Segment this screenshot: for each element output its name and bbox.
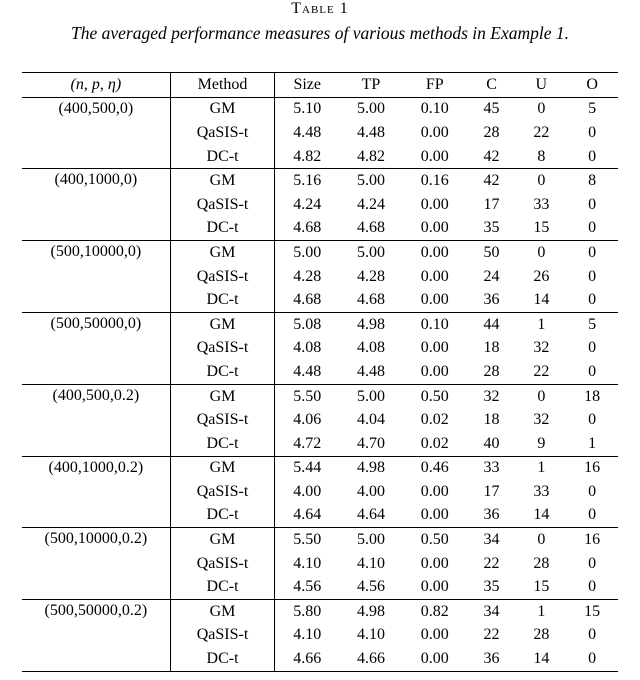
fp-cell: 0.00 bbox=[420, 339, 449, 357]
c-cell: 28 bbox=[467, 360, 517, 384]
method-cell: QaSIS-t bbox=[170, 337, 275, 361]
setting-cell bbox=[22, 288, 170, 312]
table-row bbox=[22, 145, 618, 169]
method-cell: QaSIS-t bbox=[170, 193, 275, 217]
size-cell: 4.82 bbox=[275, 145, 339, 169]
size-cell: 4.00 bbox=[293, 482, 322, 500]
size-cell: 4.64 bbox=[275, 504, 339, 528]
c-cell: 33 bbox=[483, 459, 500, 477]
fp-cell: 0.00 bbox=[420, 123, 449, 141]
tp-cell: 4.98 bbox=[356, 459, 385, 477]
fp-cell: 0.00 bbox=[403, 145, 467, 169]
u-cell: 1 bbox=[537, 602, 546, 620]
c-cell: 32 bbox=[483, 387, 500, 405]
setting-cell bbox=[22, 265, 170, 289]
o-cell: 0 bbox=[566, 647, 618, 671]
o-cell: 0 bbox=[588, 339, 597, 357]
size-cell: 4.06 bbox=[293, 411, 322, 429]
method-cell: GM bbox=[170, 384, 275, 408]
u-cell: 14 bbox=[516, 647, 566, 671]
fp-cell: 0.00 bbox=[420, 267, 449, 285]
o-cell: 18 bbox=[584, 387, 601, 405]
size-cell: 4.66 bbox=[275, 647, 339, 671]
c-cell: 18 bbox=[483, 411, 500, 429]
method-cell: QaSIS-t bbox=[170, 624, 275, 648]
c-cell: 34 bbox=[483, 531, 500, 549]
o-cell: 0 bbox=[566, 145, 618, 169]
u-cell: 0 bbox=[537, 100, 546, 118]
u-cell: 0 bbox=[537, 387, 546, 405]
method-cell: QaSIS-t bbox=[170, 408, 275, 432]
fp-cell: 0.00 bbox=[420, 195, 449, 213]
u-cell: 22 bbox=[533, 123, 550, 141]
performance-table bbox=[22, 72, 618, 672]
tp-cell: 4.48 bbox=[339, 360, 403, 384]
fp-cell: 0.50 bbox=[420, 531, 449, 549]
fp-cell: 0.02 bbox=[420, 411, 449, 429]
table-row bbox=[22, 288, 618, 312]
tp-cell: 4.64 bbox=[339, 504, 403, 528]
c-cell: 42 bbox=[483, 172, 500, 190]
setting-cell: (500,50000,0.2) bbox=[22, 600, 170, 624]
tp-cell: 4.24 bbox=[356, 195, 385, 213]
size-cell: 5.16 bbox=[293, 172, 322, 190]
table-row bbox=[22, 552, 618, 576]
c-cell: 17 bbox=[483, 195, 500, 213]
header-o: O bbox=[566, 73, 618, 98]
method-cell: DC-t bbox=[170, 145, 275, 169]
method-cell: GM bbox=[170, 241, 275, 265]
size-cell: 4.68 bbox=[275, 288, 339, 312]
setting-cell bbox=[22, 408, 170, 432]
tp-cell: 4.00 bbox=[356, 482, 385, 500]
setting-cell bbox=[22, 552, 170, 576]
u-cell: 14 bbox=[516, 504, 566, 528]
setting-cell bbox=[22, 480, 170, 504]
c-cell: 34 bbox=[483, 602, 500, 620]
o-cell: 16 bbox=[584, 531, 601, 549]
tp-cell: 4.68 bbox=[339, 217, 403, 241]
size-cell: 4.08 bbox=[293, 339, 322, 357]
fp-cell: 0.00 bbox=[403, 647, 467, 671]
o-cell: 5 bbox=[588, 315, 597, 333]
setting-cell: (400,500,0) bbox=[22, 97, 170, 121]
fp-cell: 0.10 bbox=[420, 100, 449, 118]
table-caption: The averaged performance measures of various methods in Example 1. bbox=[70, 23, 569, 43]
tp-cell: 4.10 bbox=[356, 626, 385, 644]
o-cell: 0 bbox=[566, 575, 618, 599]
setting-cell bbox=[22, 337, 170, 361]
header-fp: FP bbox=[403, 73, 467, 98]
table-row bbox=[22, 217, 618, 241]
tp-cell: 4.28 bbox=[356, 267, 385, 285]
method-cell: DC-t bbox=[170, 504, 275, 528]
o-cell: 5 bbox=[588, 100, 597, 118]
setting-cell bbox=[22, 217, 170, 241]
o-cell: 0 bbox=[566, 288, 618, 312]
table-label: Table 1 bbox=[291, 0, 349, 17]
o-cell: 0 bbox=[588, 482, 597, 500]
size-cell: 5.44 bbox=[293, 459, 322, 477]
method-cell: QaSIS-t bbox=[170, 121, 275, 145]
c-cell: 44 bbox=[483, 315, 500, 333]
o-cell: 0 bbox=[566, 504, 618, 528]
o-cell: 0 bbox=[588, 123, 597, 141]
header-setting: (n, p, η) bbox=[22, 73, 170, 98]
method-cell: DC-t bbox=[170, 647, 275, 671]
u-cell: 14 bbox=[516, 288, 566, 312]
setting-cell: (400,1000,0) bbox=[22, 169, 170, 193]
setting-cell: (500,50000,0) bbox=[22, 312, 170, 336]
table-row bbox=[22, 241, 618, 265]
o-cell: 0 bbox=[588, 243, 597, 261]
method-cell: DC-t bbox=[170, 288, 275, 312]
setting-cell: (400,500,0.2) bbox=[22, 384, 170, 408]
size-cell: 5.50 bbox=[293, 387, 322, 405]
setting-cell bbox=[22, 432, 170, 456]
fp-cell: 0.82 bbox=[420, 602, 449, 620]
size-cell: 5.10 bbox=[293, 100, 322, 118]
tp-cell: 5.00 bbox=[356, 243, 385, 261]
size-cell: 4.72 bbox=[275, 432, 339, 456]
header-tp: TP bbox=[339, 73, 403, 98]
setting-cell bbox=[22, 145, 170, 169]
size-cell: 5.50 bbox=[293, 531, 322, 549]
table-row bbox=[22, 97, 618, 121]
method-cell: GM bbox=[170, 528, 275, 552]
o-cell: 1 bbox=[566, 432, 618, 456]
c-cell: 35 bbox=[467, 575, 517, 599]
setting-cell bbox=[22, 647, 170, 671]
table-row bbox=[22, 504, 618, 528]
u-cell: 28 bbox=[533, 554, 550, 572]
fp-cell: 0.00 bbox=[420, 554, 449, 572]
u-cell: 8 bbox=[516, 145, 566, 169]
table-row bbox=[22, 312, 618, 336]
fp-cell: 0.00 bbox=[403, 288, 467, 312]
o-cell: 0 bbox=[566, 217, 618, 241]
table-row bbox=[22, 121, 618, 145]
fp-cell: 0.00 bbox=[403, 575, 467, 599]
size-cell: 5.08 bbox=[293, 315, 322, 333]
table-row bbox=[22, 624, 618, 648]
setting-cell bbox=[22, 121, 170, 145]
table-row bbox=[22, 575, 618, 599]
header-u: U bbox=[516, 73, 566, 98]
c-cell: 22 bbox=[483, 626, 500, 644]
table-row bbox=[22, 480, 618, 504]
tp-cell: 5.00 bbox=[356, 172, 385, 190]
tp-cell: 4.98 bbox=[356, 315, 385, 333]
setting-cell: (500,10000,0) bbox=[22, 241, 170, 265]
method-cell: GM bbox=[170, 97, 275, 121]
setting-cell bbox=[22, 624, 170, 648]
fp-cell: 0.00 bbox=[403, 360, 467, 384]
o-cell: 0 bbox=[588, 411, 597, 429]
table-row bbox=[22, 265, 618, 289]
setting-cell bbox=[22, 193, 170, 217]
c-cell: 42 bbox=[467, 145, 517, 169]
tp-cell: 4.66 bbox=[339, 647, 403, 671]
u-cell: 22 bbox=[516, 360, 566, 384]
u-cell: 9 bbox=[516, 432, 566, 456]
c-cell: 45 bbox=[483, 100, 500, 118]
fp-cell: 0.00 bbox=[403, 217, 467, 241]
size-cell: 5.00 bbox=[293, 243, 322, 261]
header-method: Method bbox=[170, 73, 275, 98]
tp-cell: 5.00 bbox=[356, 100, 385, 118]
tp-cell: 5.00 bbox=[356, 531, 385, 549]
size-cell: 4.48 bbox=[275, 360, 339, 384]
fp-cell: 0.00 bbox=[420, 243, 449, 261]
setting-cell: (400,1000,0.2) bbox=[22, 456, 170, 480]
o-cell: 8 bbox=[588, 172, 597, 190]
fp-cell: 0.16 bbox=[420, 172, 449, 190]
fp-cell: 0.10 bbox=[420, 315, 449, 333]
tp-cell: 4.70 bbox=[339, 432, 403, 456]
o-cell: 0 bbox=[588, 195, 597, 213]
c-cell: 40 bbox=[467, 432, 517, 456]
size-cell: 5.80 bbox=[293, 602, 322, 620]
size-cell: 4.68 bbox=[275, 217, 339, 241]
fp-cell: 0.00 bbox=[403, 504, 467, 528]
setting-cell bbox=[22, 504, 170, 528]
u-cell: 1 bbox=[537, 459, 546, 477]
u-cell: 33 bbox=[533, 482, 550, 500]
c-cell: 22 bbox=[483, 554, 500, 572]
u-cell: 0 bbox=[537, 172, 546, 190]
fp-cell: 0.00 bbox=[420, 626, 449, 644]
method-cell: GM bbox=[170, 169, 275, 193]
o-cell: 16 bbox=[584, 459, 601, 477]
tp-cell: 4.82 bbox=[339, 145, 403, 169]
c-cell: 50 bbox=[483, 243, 500, 261]
header-row bbox=[22, 73, 618, 98]
table-row bbox=[22, 360, 618, 384]
table-row bbox=[22, 647, 618, 671]
method-cell: GM bbox=[170, 312, 275, 336]
setting-cell bbox=[22, 575, 170, 599]
header-size: Size bbox=[275, 73, 339, 98]
size-cell: 4.48 bbox=[293, 123, 322, 141]
o-cell: 15 bbox=[584, 602, 601, 620]
o-cell: 0 bbox=[588, 267, 597, 285]
method-cell: DC-t bbox=[170, 217, 275, 241]
c-cell: 17 bbox=[483, 482, 500, 500]
u-cell: 26 bbox=[533, 267, 550, 285]
tp-cell: 4.10 bbox=[356, 554, 385, 572]
method-cell: QaSIS-t bbox=[170, 480, 275, 504]
c-cell: 18 bbox=[483, 339, 500, 357]
method-cell: QaSIS-t bbox=[170, 552, 275, 576]
setting-cell: (500,10000,0.2) bbox=[22, 528, 170, 552]
fp-cell: 0.50 bbox=[420, 387, 449, 405]
table-body bbox=[22, 97, 618, 671]
tp-cell: 4.48 bbox=[356, 123, 385, 141]
size-cell: 4.10 bbox=[293, 626, 322, 644]
c-cell: 28 bbox=[483, 123, 500, 141]
table-row bbox=[22, 456, 618, 480]
u-cell: 0 bbox=[537, 531, 546, 549]
c-cell: 24 bbox=[483, 267, 500, 285]
u-cell: 28 bbox=[533, 626, 550, 644]
tp-cell: 4.56 bbox=[339, 575, 403, 599]
method-cell: GM bbox=[170, 600, 275, 624]
size-cell: 4.28 bbox=[293, 267, 322, 285]
table-row bbox=[22, 384, 618, 408]
tp-cell: 4.98 bbox=[356, 602, 385, 620]
size-cell: 4.10 bbox=[293, 554, 322, 572]
fp-cell: 0.02 bbox=[403, 432, 467, 456]
u-cell: 15 bbox=[516, 217, 566, 241]
method-cell: QaSIS-t bbox=[170, 265, 275, 289]
tp-cell: 4.68 bbox=[339, 288, 403, 312]
c-cell: 36 bbox=[467, 504, 517, 528]
u-cell: 1 bbox=[537, 315, 546, 333]
method-cell: DC-t bbox=[170, 432, 275, 456]
table-row bbox=[22, 528, 618, 552]
tp-cell: 5.00 bbox=[356, 387, 385, 405]
size-cell: 4.24 bbox=[293, 195, 322, 213]
method-cell: DC-t bbox=[170, 360, 275, 384]
c-cell: 36 bbox=[467, 647, 517, 671]
u-cell: 32 bbox=[533, 339, 550, 357]
table-row bbox=[22, 408, 618, 432]
fp-cell: 0.00 bbox=[420, 482, 449, 500]
size-cell: 4.56 bbox=[275, 575, 339, 599]
o-cell: 0 bbox=[588, 554, 597, 572]
c-cell: 36 bbox=[467, 288, 517, 312]
o-cell: 0 bbox=[588, 626, 597, 644]
setting-cell bbox=[22, 360, 170, 384]
table-row bbox=[22, 169, 618, 193]
u-cell: 15 bbox=[516, 575, 566, 599]
tp-cell: 4.08 bbox=[356, 339, 385, 357]
c-cell: 35 bbox=[467, 217, 517, 241]
tp-cell: 4.04 bbox=[356, 411, 385, 429]
u-cell: 33 bbox=[533, 195, 550, 213]
o-cell: 0 bbox=[566, 360, 618, 384]
table-row bbox=[22, 337, 618, 361]
u-cell: 32 bbox=[533, 411, 550, 429]
table-row bbox=[22, 193, 618, 217]
method-cell: DC-t bbox=[170, 575, 275, 599]
table-row bbox=[22, 600, 618, 624]
method-cell: GM bbox=[170, 456, 275, 480]
u-cell: 0 bbox=[537, 243, 546, 261]
fp-cell: 0.46 bbox=[420, 459, 449, 477]
table-row bbox=[22, 432, 618, 456]
header-c: C bbox=[467, 73, 517, 98]
